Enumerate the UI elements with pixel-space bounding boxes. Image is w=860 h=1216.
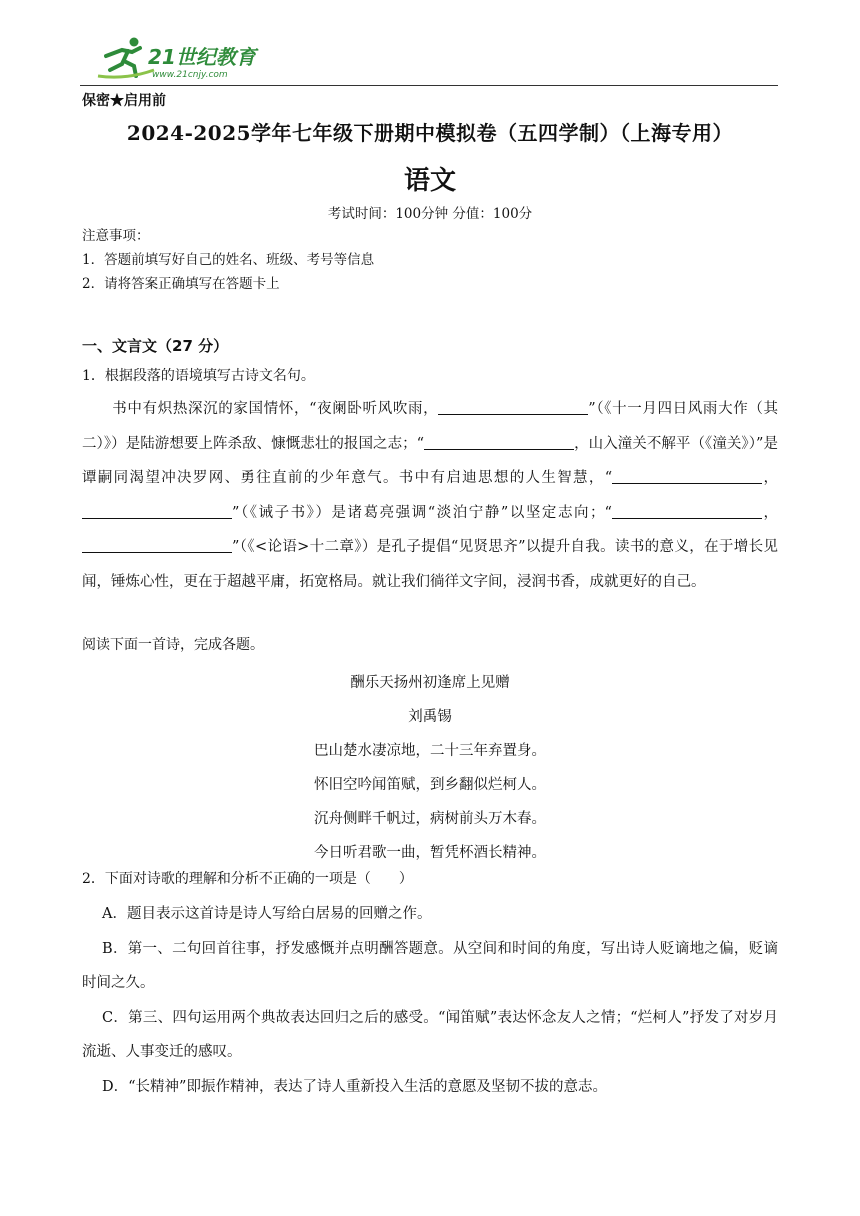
notes-heading: 注意事项：: [82, 228, 150, 244]
poem-line: 巴山楚水凄凉地，二十三年弃置身。: [314, 743, 546, 759]
answer-blank[interactable]: [438, 398, 588, 415]
poem: [0, 666, 860, 870]
option-a[interactable]: A．题目表示这首诗是诗人写给白居易的回赠之作。: [102, 906, 432, 922]
answer-blank[interactable]: [82, 536, 232, 553]
notes-item: 1．答题前填写好自己的姓名、班级、考号等信息: [82, 252, 375, 268]
logo-21cnjy: [96, 36, 266, 82]
secret-label: 保密★启用前: [82, 93, 166, 109]
passage-text: ，山入潼关不解平（《潼关》）”是谭嗣同渴望冲决罗网、勇往直前的少年意气。书中有启迪思想的人生智慧，“: [82, 435, 778, 486]
question-2-options: [82, 897, 778, 1104]
section-title: 一、文言文（27 分）: [82, 337, 229, 355]
passage-text: ，: [761, 504, 778, 521]
answer-blank[interactable]: [424, 433, 574, 450]
answer-blank[interactable]: [82, 502, 232, 519]
passage-text: ”（《十一月四日风雨大作（其二）》）是陆游想要上阵杀敌、慷慨悲壮的报国之志；“: [82, 401, 778, 452]
notes-item: 2．请将答案正确填写在答题卡上: [82, 276, 280, 292]
runner-icon: [98, 38, 154, 78]
exam-subject: 语文: [403, 166, 456, 196]
passage-text: 书中有炽热深沉的家国情怀，“夜阑卧听风吹雨，: [82, 401, 439, 417]
poem-line: 怀旧空吟闻笛赋，到乡翻似烂柯人。: [314, 777, 546, 793]
question-1-passage: [82, 392, 778, 599]
answer-blank[interactable]: [612, 502, 762, 519]
poem-line: 沉舟侧畔千帆过，病树前头万木春。: [314, 811, 546, 827]
reading-instruction: 阅读下面一首诗，完成各题。: [82, 637, 264, 653]
passage-text: ”（《<论语>十二章》）是孔子提倡“见贤思齐”以提升自我。读书的意义，在于增长见闻，锤炼心性，更在于超越平庸，拓宽格局。就让我们徜徉文字间，浸润书香，成就更好的自己。: [82, 539, 778, 590]
exam-meta: 考试时间：100分钟 分值：100分: [327, 206, 533, 222]
svg-text:21世纪教育: 21世纪教育: [148, 45, 256, 69]
question-1: 1．根据段落的语境填写古诗文名句。: [82, 368, 315, 384]
option-b[interactable]: B．第一、二句回首往事，抒发感慨并点明酬答题意。从空间和时间的角度，写出诗人贬谪地之偏，贬谪时间之久。: [82, 940, 778, 991]
answer-blank[interactable]: [612, 467, 762, 484]
poem-line: 今日听君歌一曲，暂凭杯酒长精神。: [314, 845, 546, 861]
poem-title: 酬乐天扬州初逢席上见赠: [350, 675, 510, 691]
option-d[interactable]: D．“长精神”即振作精神，表达了诗人重新投入生活的意愿及坚韧不拔的意志。: [102, 1078, 607, 1095]
svg-text:www.21cnjy.com: www.21cnjy.com: [152, 70, 228, 80]
poem-author: 刘禹锡: [408, 709, 452, 725]
question-2: 2．下面对诗歌的理解和分析不正确的一项是（ ）: [82, 871, 413, 887]
passage-text: ，: [762, 470, 778, 486]
notes: [82, 224, 374, 296]
option-c[interactable]: C．第三、四句运用两个典故表达回归之后的感受。“闻笛赋”表达怀念友人之情；“烂柯人”抒发了对岁月流逝、人事变迁的感叹。: [82, 1009, 778, 1060]
exam-title: 2024-2025学年七年级下册期中模拟卷（五四学制）（上海专用）: [126, 121, 734, 145]
header-rule: [80, 85, 778, 86]
passage-text: ”（《诫子书》）是诸葛亮强调“淡泊宁静”以坚定志向；“: [232, 504, 612, 521]
